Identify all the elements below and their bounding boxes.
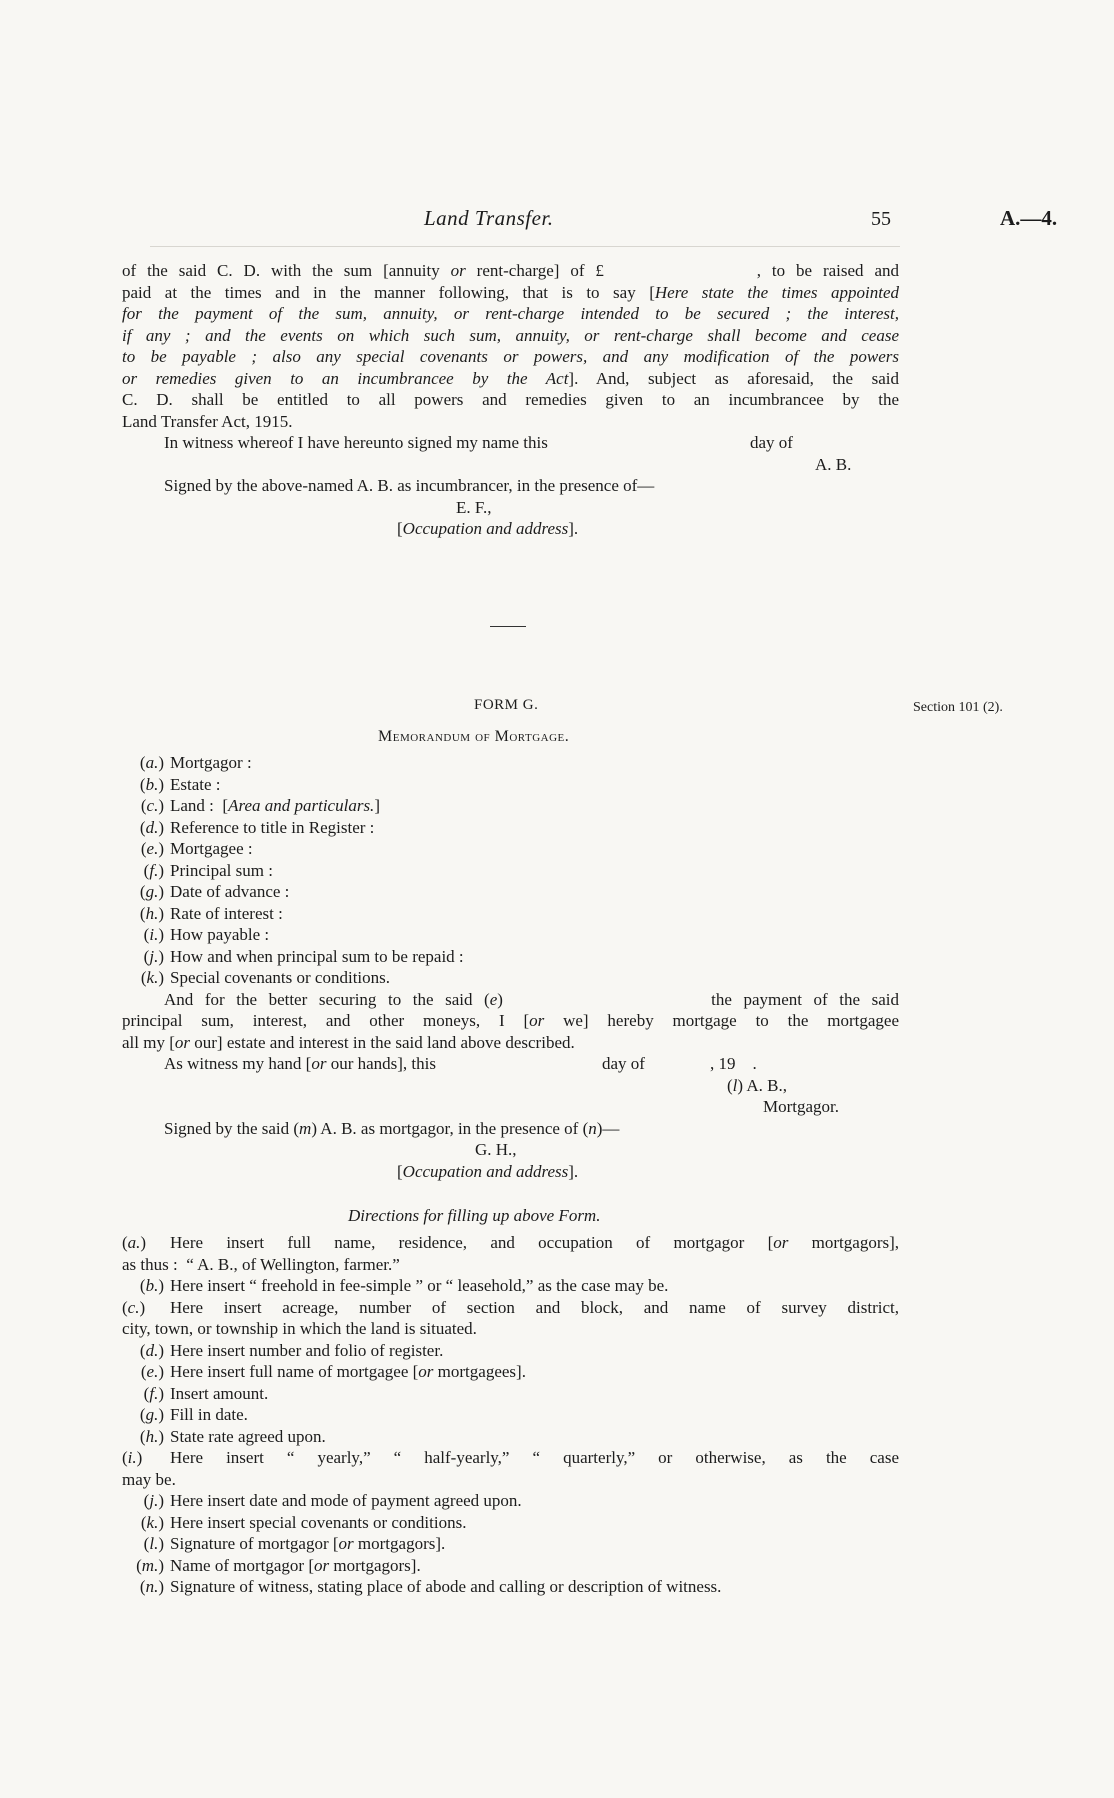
direction-text: Here insert acreage, number of section and block, and name of survey district, <box>170 1297 899 1317</box>
form-body-last-line: all my [or our] estate and interest in the said land above described. <box>122 1032 575 1052</box>
form-signature-role-line <box>122 1096 899 1118</box>
form-field-label: (e.) <box>140 839 164 858</box>
form-field-label: (f.) <box>143 860 164 880</box>
form-field <box>122 860 899 882</box>
direction-entry <box>122 1490 899 1512</box>
continuation-line: paid at the times and in the manner following, that is to say [Here state the times appointed <box>122 282 899 302</box>
form-field-label: (h.) <box>139 903 164 923</box>
directions-title: Directions for filling up above Form. <box>348 1206 601 1225</box>
form-field-label: (c.) <box>140 796 164 815</box>
form-field <box>122 903 899 925</box>
direction-text: Here insert “ yearly,” “ half-yearly,” “ quarterly,” or otherwise, as the case <box>170 1448 899 1467</box>
continuation-last-line: Land Transfer Act, 1915. <box>122 411 293 431</box>
form-field-label: (j.) <box>143 946 164 966</box>
direction-text: Fill in date. <box>170 1405 248 1424</box>
direction-entry <box>122 1232 899 1254</box>
direction-text: Name of mortgagor [or mortgagors]. <box>170 1555 421 1575</box>
form-signature-line <box>122 1075 899 1097</box>
witness-name-line <box>122 497 899 519</box>
form-field-text: Estate : <box>170 774 221 794</box>
form-field-text: Principal sum : <box>170 860 273 880</box>
form-field-text: Special covenants or conditions. <box>170 968 391 987</box>
direction-entry <box>122 1275 899 1297</box>
directions-list <box>122 1232 899 1598</box>
direction-text: Here insert special covenants or conditions. <box>170 1512 467 1532</box>
direction-entry <box>122 1533 899 1555</box>
continuation-line: or remedies given to an incumbrancee by the Act]. And, subject as aforesaid, the said <box>122 368 899 388</box>
continuation-line: if any ; and the events on which such sum, annuity, or rent-charge shall become and cease <box>122 325 899 345</box>
direction-entry <box>122 1361 899 1383</box>
form-title: FORM G. <box>474 697 539 713</box>
page-number: 55 <box>871 208 891 230</box>
direction-text: State rate agreed upon. <box>170 1426 326 1446</box>
form-witness-name-line <box>122 1139 899 1161</box>
form-body-line: And for the better securing to the said (e) the payment of the said <box>164 989 899 1009</box>
direction-entry <box>122 1512 899 1534</box>
direction-label: (h.) <box>139 1426 164 1446</box>
direction-label: (i.) <box>122 1448 143 1467</box>
running-title: Land Transfer. <box>424 206 554 230</box>
form-field-label: (i.) <box>143 925 164 944</box>
form-field <box>122 774 899 796</box>
direction-label: (n.) <box>139 1577 164 1596</box>
signatory: A. B. <box>815 454 852 474</box>
form-field <box>122 817 899 839</box>
witness-detail: [Occupation and address]. <box>397 519 579 538</box>
form-field-label: (k.) <box>140 968 164 987</box>
form-field-text: Mortgagee : <box>170 839 253 858</box>
direction-text: Here insert date and mode of payment agreed upon. <box>170 1491 522 1510</box>
witness-day-of: day of <box>750 433 793 452</box>
witness-detail-line <box>122 518 899 540</box>
continuation-line: C. D. shall be entitled to all powers and remedies given to an incumbrancee by the <box>122 390 899 409</box>
form-field <box>122 924 899 946</box>
direction-label: (f.) <box>143 1383 164 1403</box>
direction-continuation: may be. <box>122 1469 176 1489</box>
form-field-text: Land : [Area and particulars.] <box>170 796 380 815</box>
form-field-label: (d.) <box>139 817 164 837</box>
form-witness-detail-line <box>122 1161 899 1183</box>
direction-entry <box>122 1426 899 1448</box>
form-field-text: Reference to title in Register : <box>170 817 375 837</box>
direction-entry <box>122 1297 899 1319</box>
direction-label: (j.) <box>143 1491 164 1510</box>
direction-text: Here insert “ freehold in fee-simple ” or “ leasehold,” as the case may be. <box>170 1276 669 1295</box>
direction-text: Signature of witness, stating place of abode and calling or description of witness. <box>170 1577 722 1596</box>
form-field <box>122 795 899 817</box>
witness-text: In witness whereof I have hereunto signed my name this <box>164 433 548 452</box>
form-field-text: Rate of interest : <box>170 903 283 923</box>
continuation-line: of the said C. D. with the sum [annuity or rent-charge] of £ , to be raised and <box>122 261 899 280</box>
form-field-text: Mortgagor : <box>170 753 252 772</box>
form-field-text: How payable : <box>170 925 270 944</box>
form-year: , 19 . <box>710 1054 757 1073</box>
direction-entry <box>122 1383 899 1405</box>
direction-text: Here insert full name, residence, and occupation of mortgagor [or mortgagors], <box>170 1233 900 1252</box>
direction-entry <box>122 1340 899 1362</box>
witness-name: E. F., <box>456 497 492 517</box>
form-field <box>122 967 899 989</box>
form-signature: (l) A. B., <box>727 1075 787 1095</box>
form-field-label: (g.) <box>139 882 164 901</box>
form-field-text: Date of advance : <box>170 882 290 901</box>
form-day-of: day of <box>602 1054 645 1073</box>
signed-line: Signed by the above-named A. B. as incumbrancer, in the presence of— <box>164 476 655 495</box>
form-witness-detail: [Occupation and address]. <box>397 1161 579 1181</box>
form-field <box>122 881 899 903</box>
direction-label: (a.) <box>122 1233 147 1252</box>
direction-entry <box>122 1447 899 1469</box>
continuation-line: for the payment of the sum, annuity, or rent-charge intended to be secured ; the interest, <box>122 304 899 323</box>
direction-label: (l.) <box>143 1534 164 1553</box>
form-witness-line <box>122 1053 899 1075</box>
direction-label: (b.) <box>139 1276 164 1295</box>
direction-text: Here insert number and folio of register. <box>170 1340 444 1360</box>
form-body-line: principal sum, interest, and other moneys, I [or we] hereby mortgage to the mortgagee <box>122 1011 899 1030</box>
form-signature-role: Mortgagor. <box>763 1097 840 1116</box>
direction-label: (g.) <box>139 1405 164 1424</box>
direction-label: (d.) <box>139 1340 164 1360</box>
form-field-label: (b.) <box>139 774 164 794</box>
form-field <box>122 752 899 774</box>
continuation-block <box>122 260 899 540</box>
direction-text: Here insert full name of mortgagee [or mortgagees]. <box>170 1362 526 1381</box>
section-reference: Section 101 (2). <box>913 700 1003 715</box>
direction-continuation: as thus : “ A. B., of Wellington, farmer.” <box>122 1254 400 1274</box>
document-reference: A.—4. <box>1000 206 1058 230</box>
direction-entry <box>122 1555 899 1577</box>
form-body <box>122 752 899 1182</box>
form-field-text: How and when principal sum to be repaid : <box>170 946 464 966</box>
form-witness-name: G. H., <box>475 1140 517 1159</box>
direction-entry <box>122 1576 899 1598</box>
continuation-line: to be payable ; also any special covenants or powers, and any modification of the powers <box>122 347 899 366</box>
form-field <box>122 946 899 968</box>
witness-line <box>122 432 899 454</box>
section-separator <box>490 626 526 627</box>
form-field <box>122 838 899 860</box>
direction-label: (k.) <box>140 1512 164 1532</box>
direction-text: Insert amount. <box>170 1383 269 1403</box>
header-rule <box>150 246 900 247</box>
direction-entry <box>122 1404 899 1426</box>
direction-label: (m.) <box>136 1555 164 1575</box>
direction-label: (e.) <box>140 1362 164 1381</box>
direction-text: Signature of mortgagor [or mortgagors]. <box>170 1534 446 1553</box>
direction-label: (c.) <box>122 1297 146 1317</box>
form-subtitle: Memorandum of Mortgage. <box>378 728 570 745</box>
form-signed-line: Signed by the said (m) A. B. as mortgagor, in the presence of (n)— <box>164 1118 620 1138</box>
form-field-label: (a.) <box>139 753 164 772</box>
direction-continuation: city, town, or township in which the land is situated. <box>122 1319 477 1338</box>
form-witness-text: As witness my hand [or our hands], this <box>164 1054 436 1073</box>
signatory-line <box>122 454 899 476</box>
